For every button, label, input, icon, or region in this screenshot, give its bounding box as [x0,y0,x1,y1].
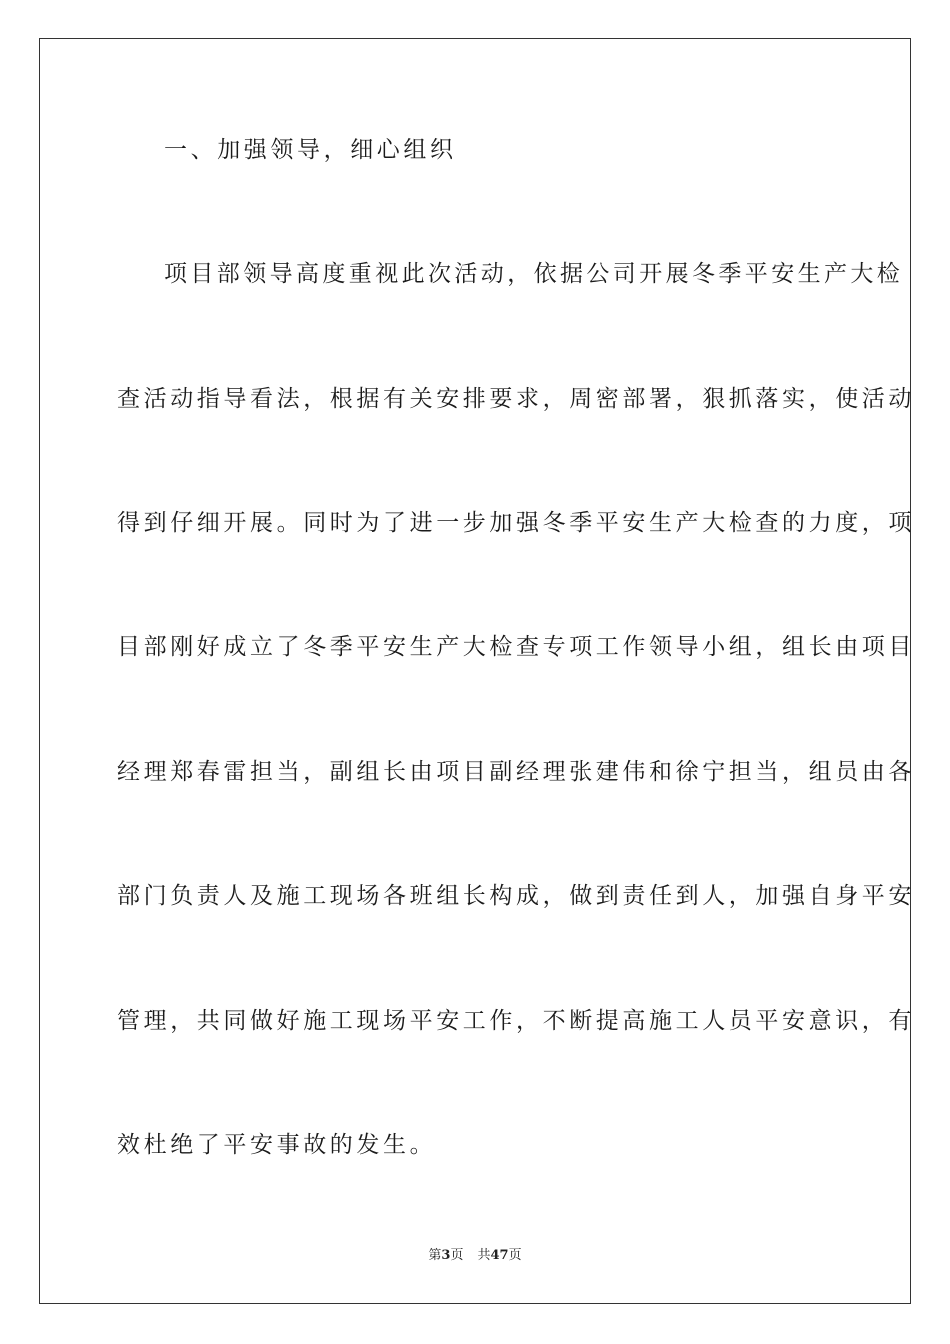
total-pages: 47 [490,1248,509,1263]
total-suffix: 页 [508,1248,522,1263]
page-suffix: 页 [450,1248,464,1263]
paragraph-line-8: 效杜绝了平安事故的发生。 [117,1132,437,1158]
section-heading: 一、加强领导，细心组织 [164,137,457,163]
paragraph-line-5: 经理郑春雷担当，副组长由项目副经理张建伟和徐宁担当，组员由各 [117,759,915,785]
total-label: 共 [477,1248,491,1263]
page-footer [0,1248,950,1264]
page-border [39,38,915,1304]
paragraph-line-1: 项目部领导高度重视此次活动，依据公司开展冬季平安生产大检 [164,261,904,287]
paragraph-line-3: 得到仔细开展。同时为了进一步加强冬季平安生产大检查的力度，项 [117,510,915,536]
paragraph-line-2: 查活动指导看法，根据有关安排要求，周密部署，狠抓落实，使活动 [117,386,915,412]
page-label: 第 [428,1248,442,1263]
paragraph-line-4: 目部刚好成立了冬季平安生产大检查专项工作领导小组，组长由项目 [117,634,915,660]
paragraph-line-6: 部门负责人及施工现场各班组长构成，做到责任到人，加强自身平安 [117,883,915,909]
page-number: 3 [441,1248,451,1263]
paragraph-line-7: 管理，共同做好施工现场平安工作，不断提高施工人员平安意识，有 [117,1008,915,1034]
